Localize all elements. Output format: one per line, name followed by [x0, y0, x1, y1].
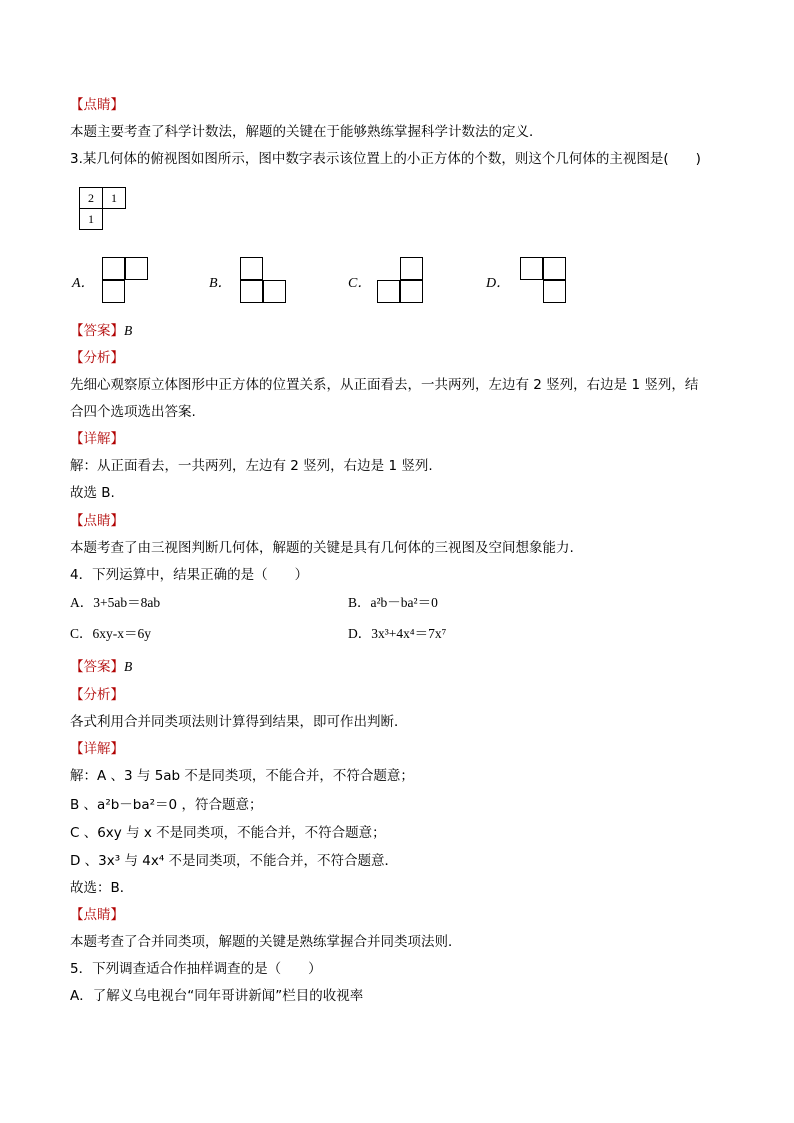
dianjing-text: 本题考查了合并同类项，解题的关键是熟练掌握合并同类项法则．: [70, 934, 462, 950]
option-a-label: A．: [72, 276, 95, 291]
detail-text: 解：从正面看去，一共两列，左边有 2 竖列，右边是 1 竖列.: [70, 458, 433, 474]
detail-text: 解：A 、3 与 5ab 不是同类项，不能合并，不符合题意；: [70, 768, 414, 784]
option-label: D．: [348, 626, 372, 641]
answer-4: [70, 657, 132, 677]
option-b-label: B．: [209, 276, 232, 291]
detail-text: D 、3x³ 与 4x⁴ 不是同类项，不能合并，不符合题意．: [70, 853, 399, 869]
detail-text: C 、6xy 与 x 不是同类项，不能合并，不符合题意；: [70, 825, 386, 841]
analysis-heading: 【分析】: [70, 687, 124, 703]
detail-heading: 【详解】: [70, 741, 124, 757]
answer-value: B: [124, 323, 133, 338]
top-view-grid: [79, 187, 126, 230]
option-text: 3x³+4x⁴＝7x⁷: [371, 626, 447, 641]
q5-option-a: A．了解义乌电视台“同年哥讲新闻”栏目的收视率: [70, 988, 364, 1004]
question-4: 4．下列运算中，结果正确的是（ ）: [70, 567, 309, 583]
dianjing-heading: 【点睛】: [70, 907, 124, 923]
grid-cell: 2: [80, 188, 103, 209]
option-label: C．: [70, 626, 93, 641]
dianjing-text: 本题主要考查了科学计数法，解题的关键在于能够熟练掌握科学计数法的定义．: [70, 124, 543, 140]
answer-tag: 【答案】: [70, 323, 124, 339]
question-5: 5．下列调查适合作抽样调查的是（ ）: [70, 961, 322, 977]
option-label: B．: [348, 595, 371, 610]
detail-text: B 、a²b－ba²＝0 ，符合题意；: [70, 797, 263, 813]
dianjing-text: 本题考查了由三视图判断几何体，解题的关键是具有几何体的三视图及空间想象能力.: [70, 540, 574, 556]
answer-value: B: [124, 659, 133, 674]
option-text: a²b－ba²＝0: [370, 595, 438, 610]
grid-cell: 1: [80, 209, 103, 230]
analysis-text: 先细心观察原立体图形中正方体的位置关系，从正面看去，一共两列，左边有 2 竖列，右边是 1 竖列，结: [70, 377, 699, 393]
dianjing-heading: 【点睛】: [70, 513, 124, 529]
answer-tag: 【答案】: [70, 659, 124, 675]
q4-option-b: [348, 593, 438, 613]
option-c-label: C．: [348, 276, 372, 291]
option-text: 3+5ab＝8ab: [93, 595, 161, 610]
q4-option-d: [348, 624, 446, 644]
grid-cell: 1: [103, 188, 126, 209]
detail-text: 故选：B．: [70, 880, 134, 896]
question-3: 3.某几何体的俯视图如图所示，图中数字表示该位置上的小正方体的个数，则这个几何体的主视图是( ): [70, 151, 701, 167]
option-text: 6xy-x＝6y: [92, 626, 152, 641]
answer-3: [70, 321, 132, 341]
option-label: A．: [70, 595, 94, 610]
detail-heading: 【详解】: [70, 431, 124, 447]
analysis-text: 合四个选项选出答案.: [70, 404, 196, 420]
q4-option-c: [70, 624, 151, 644]
analysis-heading: 【分析】: [70, 350, 124, 366]
q4-option-a: [70, 593, 160, 613]
detail-text: 故选 B.: [70, 485, 115, 501]
dianjing-heading: 【点睛】: [70, 97, 124, 113]
option-d-label: D．: [486, 276, 511, 291]
analysis-text: 各式利用合并同类项法则计算得到结果，即可作出判断．: [70, 714, 408, 730]
grid-empty: [103, 209, 126, 230]
